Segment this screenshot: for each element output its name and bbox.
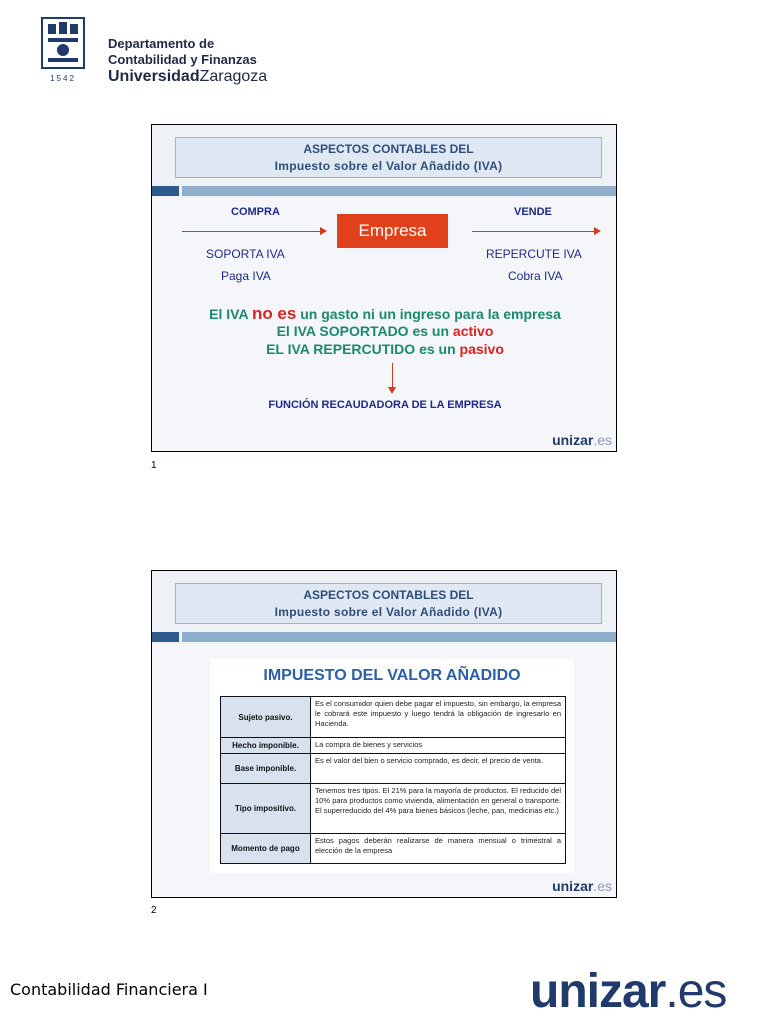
unizar-logo (530, 964, 726, 1019)
slide-title-box (175, 583, 602, 624)
table-key: Base imponible. (221, 754, 311, 784)
unizar-logo-rest: .es (665, 965, 727, 1018)
paga-iva: Paga IVA (221, 269, 271, 283)
slide-brand-rest: .es (593, 878, 612, 894)
divider-bar-dark (152, 632, 179, 642)
statement2-a: El IVA SOPORTADO es un (276, 323, 453, 339)
page-header (0, 0, 320, 100)
university-rest: Zaragoza (199, 68, 268, 85)
soporta-iva: SOPORTA IVA (206, 247, 285, 261)
logo-year: 1542 (50, 74, 76, 83)
divider-bar-dark (152, 186, 179, 196)
repercute-iva: REPERCUTE IVA (486, 247, 582, 261)
table-key: Momento de pago (221, 834, 311, 864)
slide-title-line1: ASPECTOS CONTABLES DEL (303, 142, 474, 156)
table-value: Estos pagos deberán realizarse de manera mensual o trimestral a elección de la empresa (311, 834, 566, 864)
divider-bar-light (182, 186, 617, 196)
statement2-red: activo (452, 323, 494, 339)
table-key: Hecho imponible. (221, 738, 311, 754)
course-name: Contabilidad Financiera I (10, 980, 208, 999)
statement3-red: pasivo (459, 341, 504, 357)
down-arrow-line (392, 363, 393, 389)
table-row (221, 738, 566, 754)
arrow-compra-head (320, 227, 327, 235)
table-value: Es el valor del bien o servicio comprado, es decir, el precio de venta. (311, 754, 566, 784)
table-value: Es el consumidor quien debe pagar el impuesto, sin embargo, la empresa le cobrará este impuesto y luego tendrá la obligación de ingresarlo en Hacienda. (311, 697, 566, 738)
page-number: 1 (151, 460, 157, 471)
slide-title-line2: Impuesto sobre el Valor Añadido (IVA) (274, 605, 503, 619)
slide-brand-bold: unizar (552, 878, 594, 894)
department-line1: Departamento de (108, 36, 215, 51)
department-line2: Contabilidad y Finanzas (108, 52, 257, 67)
down-arrow-head (388, 387, 396, 394)
unizar-logo-bold: unizar (530, 965, 666, 1018)
arrow-compra-line (182, 231, 320, 232)
university-name (108, 68, 267, 86)
statement1-a: El IVA (209, 306, 252, 322)
slide-1 (151, 124, 617, 452)
empresa-box: Empresa (337, 214, 448, 248)
slide-title-line2: Impuesto sobre el Valor Añadido (IVA) (274, 159, 503, 173)
statement-repercutido (152, 341, 617, 357)
university-bold: Universidad (108, 68, 200, 85)
compra-label: COMPRA (231, 206, 280, 218)
table-row (221, 754, 566, 784)
statement-no-gasto (152, 304, 617, 324)
table-row (221, 784, 566, 834)
slide-brand-rest: .es (593, 432, 612, 448)
table-value: La compra de bienes y servicios (311, 738, 566, 754)
slide-title-box (175, 137, 602, 178)
arrow-vende-head (594, 227, 601, 235)
slide-brand (552, 432, 612, 448)
table-row (221, 697, 566, 738)
slide-brand (552, 878, 612, 894)
table-key: Tipo impositivo. (221, 784, 311, 834)
university-shield-logo (38, 16, 88, 70)
table-row (221, 834, 566, 864)
slide-2 (151, 570, 617, 898)
statement1-b: un gasto ni un ingreso para la empresa (296, 306, 561, 322)
divider-bar-light (182, 632, 617, 642)
cobra-iva: Cobra IVA (508, 269, 563, 283)
arrow-vende-line (472, 231, 594, 232)
funcion-recaudadora: FUNCIÓN RECAUDADORA DE LA EMPRESA (268, 399, 502, 411)
slide-title-line1: ASPECTOS CONTABLES DEL (303, 588, 474, 602)
statement1-red: no es (251, 304, 297, 323)
slide-brand-bold: unizar (552, 432, 594, 448)
iva-table-card (210, 659, 574, 873)
table-key: Sujeto pasivo. (221, 697, 311, 738)
page-number: 2 (151, 905, 157, 916)
iva-table-title: IMPUESTO DEL VALOR AÑADIDO (263, 667, 521, 684)
table-value: Tenemos tres tipos. El 21% para la mayoría de productos. El reducido del 10% para productos como vivienda, alimentación en general o transporte. El superreducido del 4% para bienes básicos (leche, pan, medicinas etc.) (311, 784, 566, 834)
statement-soportado (152, 323, 617, 339)
statement3-a: EL IVA REPERCUTIDO es un (266, 341, 460, 357)
vende-label: VENDE (514, 206, 552, 218)
iva-table (220, 696, 566, 864)
